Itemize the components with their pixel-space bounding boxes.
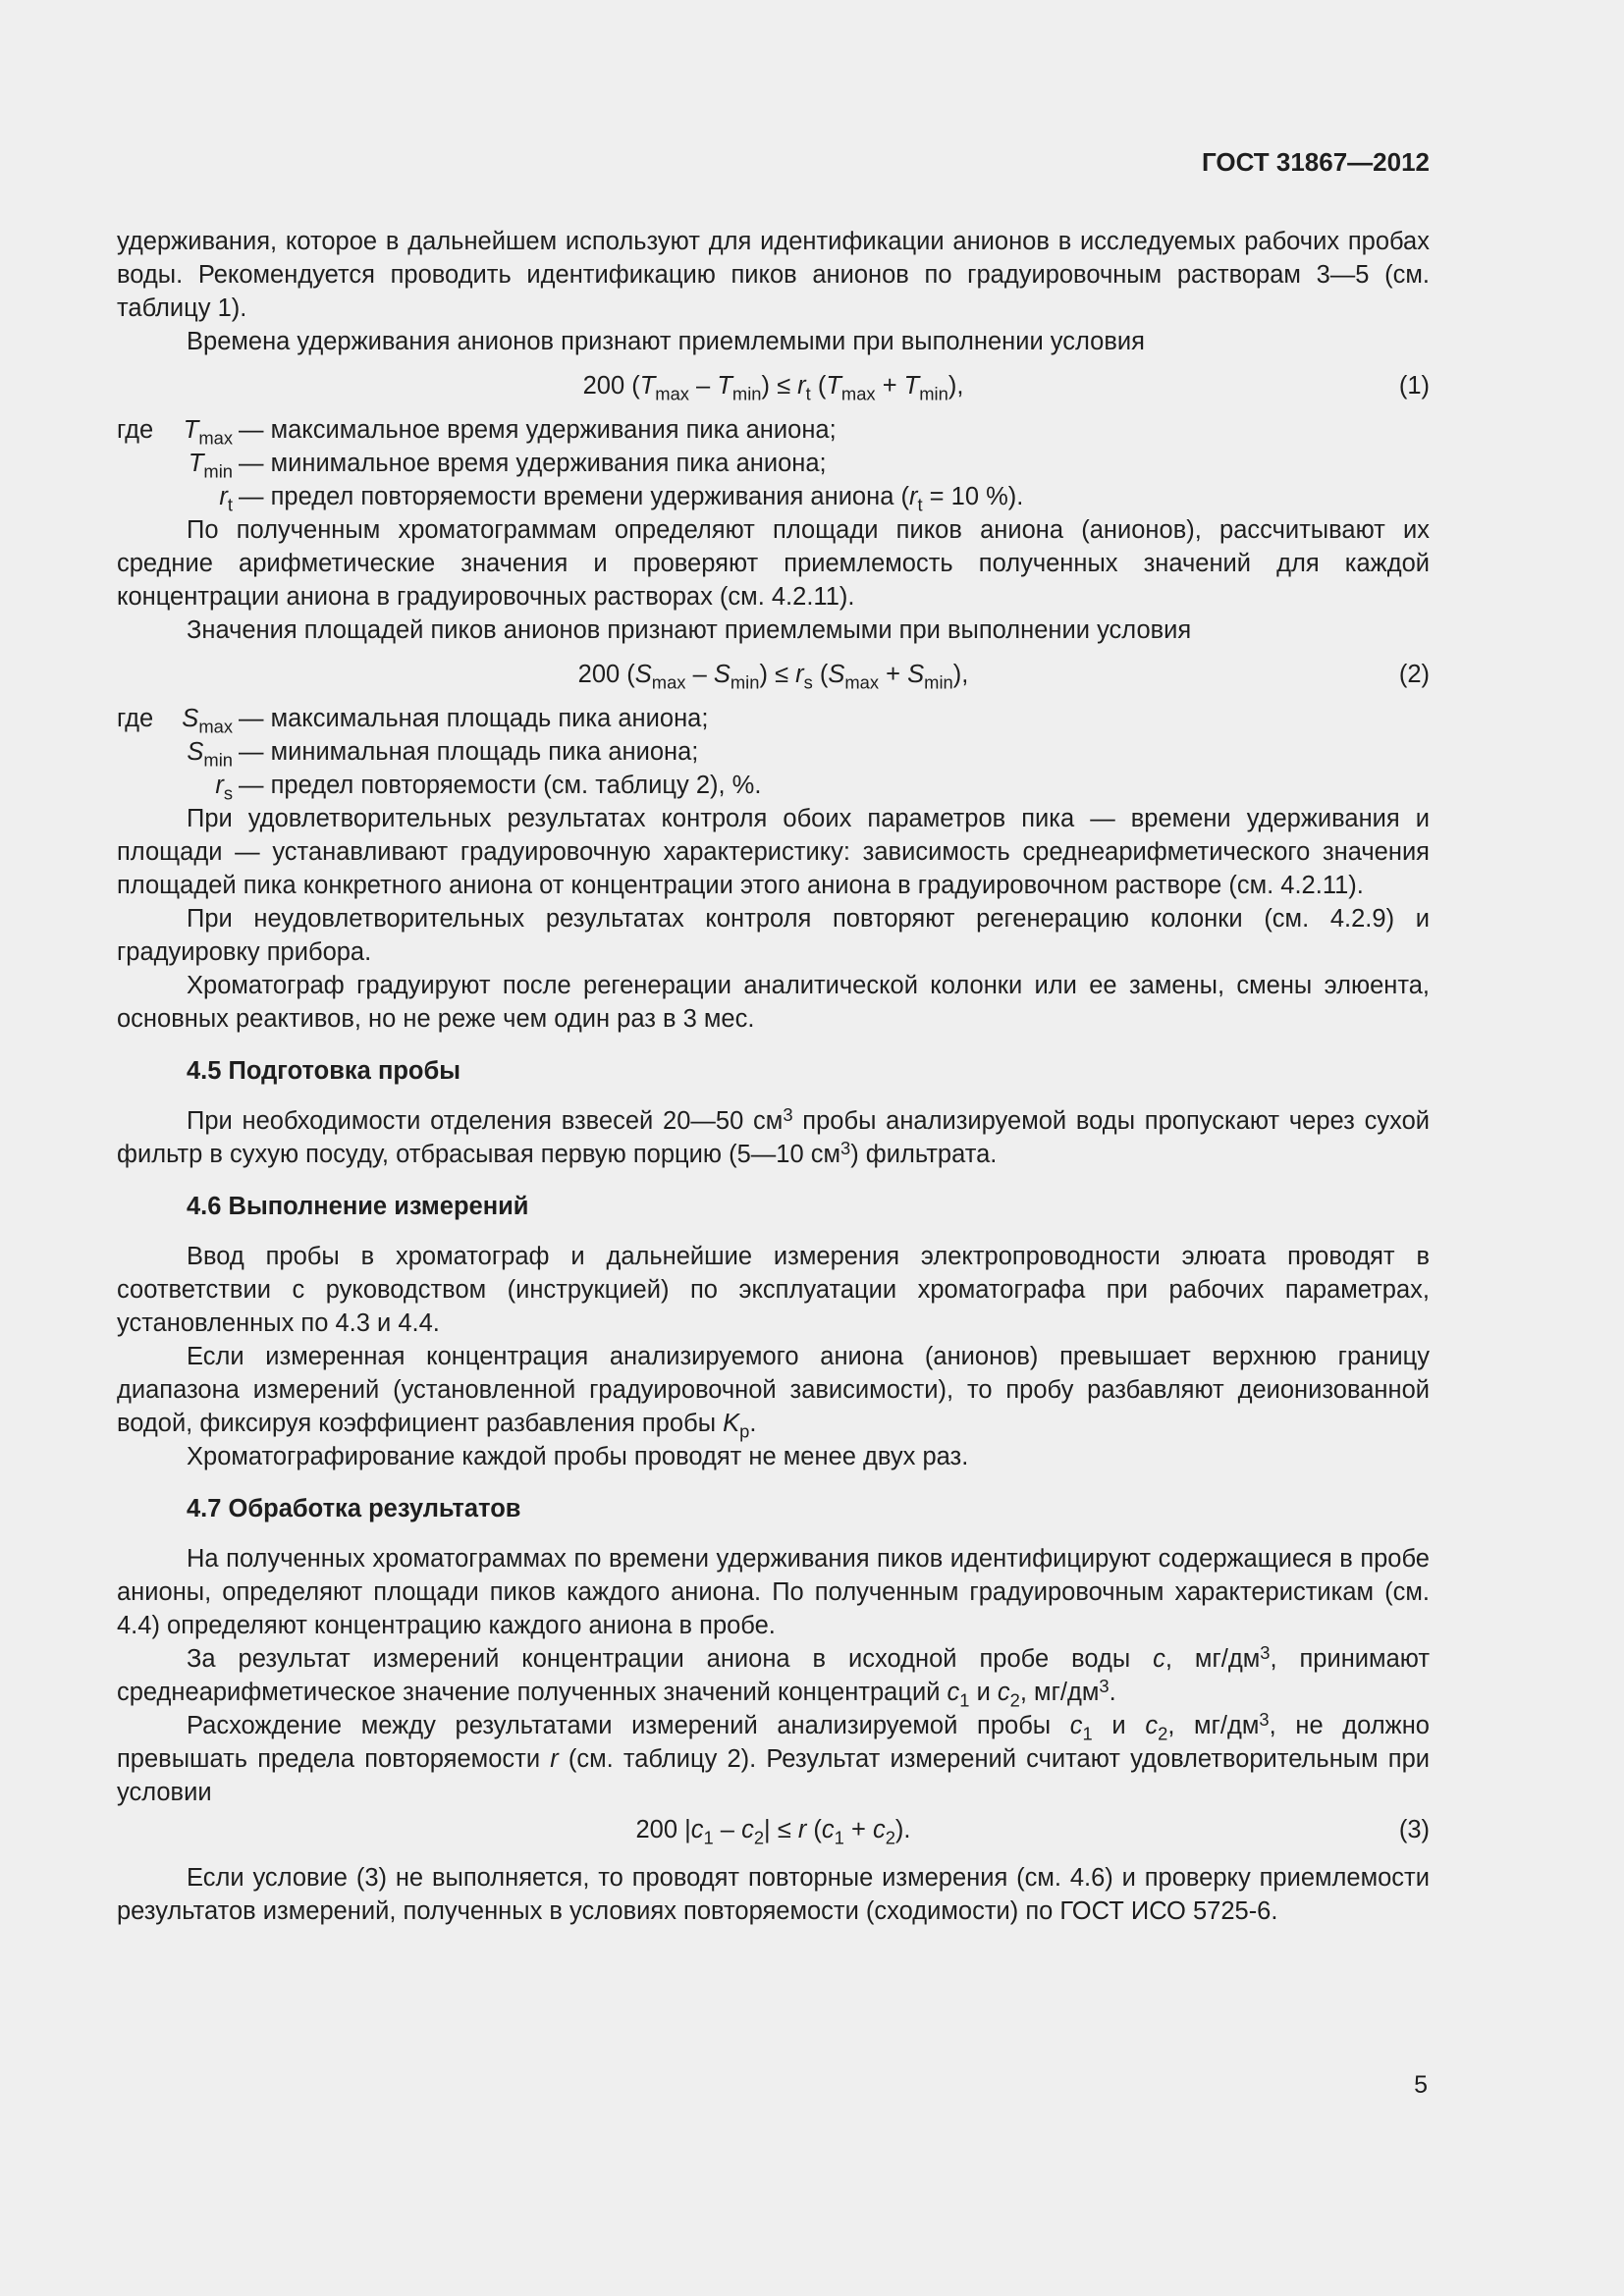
paragraph: Хроматограф градуируют после регенерации аналитической колонки или ее замены, смены элюента, основных реактивов, но не реже чем один раз в 3 мес. (117, 972, 1430, 1033)
equation-2: 200 $(S_{max} - S_{min}) \le r_s$ $(S_{max} + S_{min})$, (2) (117, 658, 1430, 691)
paragraph: Времена удерживания анионов признают приемлемыми при выполнении условия (187, 328, 1145, 355)
paragraph: За результат измерений концентрации аниона в исходной пробе воды c, $мг/дм^3$, принимают среднеарифметическое значение полученных значений концентраций $c_1$ и $c_2$, $мг/дм^3$. (117, 1641, 1431, 1711)
variable-definitions-2: где $S_{max}$ — максимальная площадь пика аниона; $S_{min}$ — минимальная площадь пика аниона; $r_s$ — предел повторяемости (см. таблицу 2), %. (117, 705, 762, 804)
document-body (117, 225, 1430, 1928)
paragraph: Значения площадей пиков анионов признают приемлемыми при выполнении условия (187, 616, 1192, 644)
paragraph: При необходимости отделения взвесей 20—50 $см^3$ пробы анализируемой воды пропускают через сухой фильтр в сухую посуду, отбрасывая первую порцию (5—10 $см^3$) фильтрата. (117, 1103, 1430, 1168)
equation-3: 200 $|c_1 - c_2| \le r$ $(c_1 + c_2)$. (3) (117, 1813, 1430, 1846)
paragraph: При неудовлетворительных результатах контроля повторяют регенерацию колонки (см. 4.2.9) и градуировку прибора. (117, 905, 1430, 966)
equation-number: (1) (1398, 372, 1430, 400)
paragraph: На полученных хроматограммах по времени удерживания пиков идентифицируют содержащиеся в пробе анионы, определяют площади пиков каждого аниона. По полученным градуировочным характеристикам (см. 4.4) определяют концентрацию каждого аниона в пробе. (117, 1545, 1430, 1639)
paragraph: По полученным хроматограммам определяют площади пиков аниона (анионов), рассчитывают их средние арифметические значения и проверяют приемлемость полученных значений для каждой концентрации аниона в градуировочных растворах (см. 4.2.11). (117, 516, 1430, 611)
section-heading-4-6: 4.6 Выполнение измерений (187, 1193, 529, 1220)
paragraph: Расхождение между результатами измерений анализируемой пробы $c_1$ и $c_2$, $мг/дм^3$, не должно превышать предела повторяемости r (см. таблицу 2). Результат измерений считают удовлетворительным при условии (117, 1708, 1430, 1806)
equation-number: (2) (1398, 661, 1430, 688)
paragraph: Хроматографирование каждой пробы проводят не менее двух раз. (187, 1443, 969, 1470)
paragraph: При удовлетворительных результатах контроля обоих параметров пика — времени удерживания и площади — устанавливают градуировочную характеристику: зависимость среднеарифметического значения площадей пика конкретного аниона от концентрации этого аниона в градуировочном растворе (см. 4.2.11). (117, 805, 1430, 899)
document-header: ГОСТ 31867—2012 (1202, 147, 1430, 177)
paragraph: Ввод пробы в хроматограф и дальнейшие измерения электропроводности элюата проводят в соответствии с руководством (инструкцией) по эксплуатации хроматографа при рабочих параметрах, установленных по 4.3 и 4.4. (117, 1243, 1430, 1337)
paragraph: Если измеренная концентрация анализируемого аниона (анионов) превышает верхнюю границу диапазона измерений (установленной градуировочной зависимости), то пробу разбавляют деионизованной водой, фиксируя коэффициент разбавления пробы $K_p$. (117, 1343, 1430, 1442)
variable-definitions-1: где $T_{max}$ — максимальное время удерживания пика аниона; $T_{min}$ — минимальное время удерживания пика аниона; $r_t$ — предел повторяемости времени удерживания аниона ($r_t = 10$ %). (117, 416, 1024, 515)
section-heading-4-5: 4.5 Подготовка пробы (187, 1057, 461, 1085)
section-heading-4-7: 4.7 Обработка результатов (187, 1495, 521, 1522)
page-number: 5 (1414, 2071, 1428, 2099)
equation-number: (3) (1398, 1816, 1430, 1843)
paragraph: удерживания, которое в дальнейшем используют для идентификации анионов в исследуемых рабочих пробах воды. Рекомендуется проводить идентификацию пиков анионов по градуировочным растворам 3—5 (см. таблицу 1). (117, 228, 1430, 322)
paragraph: Если условие (3) не выполняется, то проводят повторные измерения (см. 4.6) и проверку приемлемости результатов измерений, полученных в условиях повторяемости (сходимости) по ГОСТ ИСО 5725-6. (117, 1864, 1430, 1925)
equation-1: 200 $(T_{max} - T_{min}) \le r_t$ $(T_{max} + T_{min})$, (1) (117, 369, 1430, 402)
